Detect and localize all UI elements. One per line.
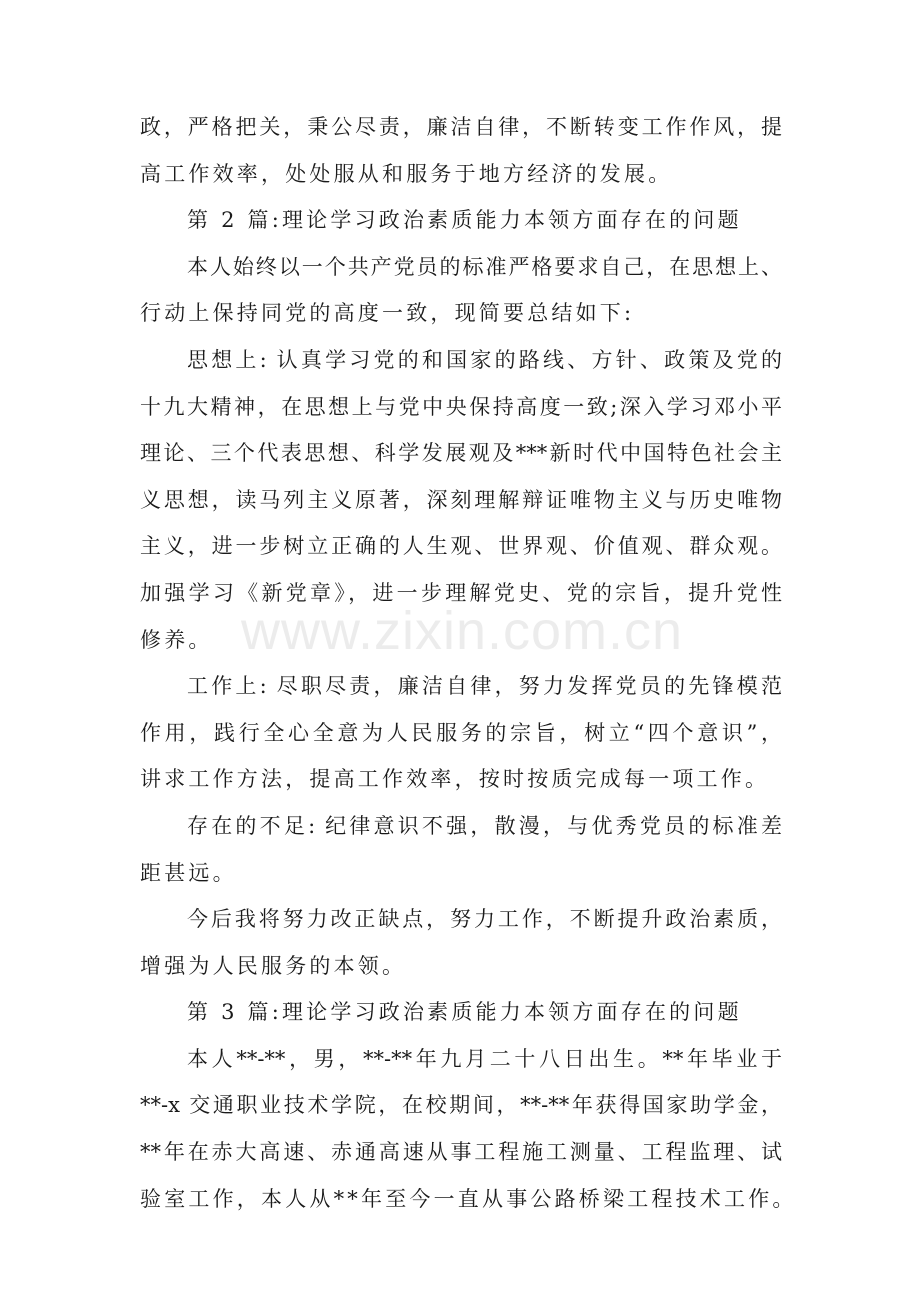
text-line: 理论、三个代表思想、科学发展观及***新时代中国特色社会主 [140, 441, 782, 466]
text-line: 修养。 [140, 627, 213, 652]
text-line: 讲求工作方法，提高工作效率，按时按质完成每一项工作。 [140, 767, 770, 792]
text-line: 今后我将努力改正缺点，努力工作，不断提升政治素质， [187, 907, 782, 932]
watermark: www.zixin.com.cn [240, 601, 684, 661]
text-line: 政，严格把关，秉公尽责，廉洁自律，不断转变工作作风，提 [140, 115, 782, 139]
text-line: 高工作效率，处处服从和服务于地方经济的发展。 [140, 161, 673, 186]
text-line: **年在赤大高速、赤通高速从事工程施工测量、工程监理、试 [140, 1140, 782, 1165]
text-line: 主义，进一步树立正确的人生观、世界观、价值观、群众观。 [140, 534, 782, 559]
text-line: 增强为人民服务的本领。 [140, 953, 407, 978]
text-line: 行动上保持同党的高度一致，现简要总结如下: [140, 301, 635, 326]
text-line: **-x 交通职业技术学院，在校期间，**-**年获得国家助学金， [140, 1093, 782, 1118]
text-line: 本人**-**，男，**-**年九月二十八日出生。**年毕业于 [187, 1046, 782, 1071]
text-line: 十九大精神，在思想上与党中央保持高度一致;深入学习邓小平 [140, 394, 782, 419]
text-line: 思想上: 认真学习党的和国家的路线、方针、政策及党的 [187, 347, 782, 372]
text-line: 第 3 篇:理论学习政治素质能力本领方面存在的问题 [187, 1000, 742, 1025]
text-line: 义思想，读马列主义原著，深刻理解辩证唯物主义与历史唯物 [140, 487, 782, 512]
text-line: 距甚远。 [140, 860, 237, 885]
text-line: 加强学习《新党章》，进一步理解党史、党的宗旨，提升党性 [140, 580, 782, 605]
text-line: 工作上: 尽职尽责，廉洁自律，努力发挥党员的先锋模范 [187, 674, 782, 699]
text-line: 第 2 篇:理论学习政治素质能力本领方面存在的问题 [187, 208, 742, 233]
text-line: 验室工作，本人从**年至今一直从事公路桥梁工程技术工作。 [140, 1186, 797, 1211]
text-line: 本人始终以一个共产党员的标准严格要求自己，在思想上、 [187, 254, 782, 279]
document-body [140, 104, 797, 1222]
text-line: 存在的不足: 纪律意识不强，散漫，与优秀党员的标准差 [187, 813, 782, 838]
text-line: 作用，践行全心全意为人民服务的宗旨，树立“四个意识”， [140, 720, 782, 745]
